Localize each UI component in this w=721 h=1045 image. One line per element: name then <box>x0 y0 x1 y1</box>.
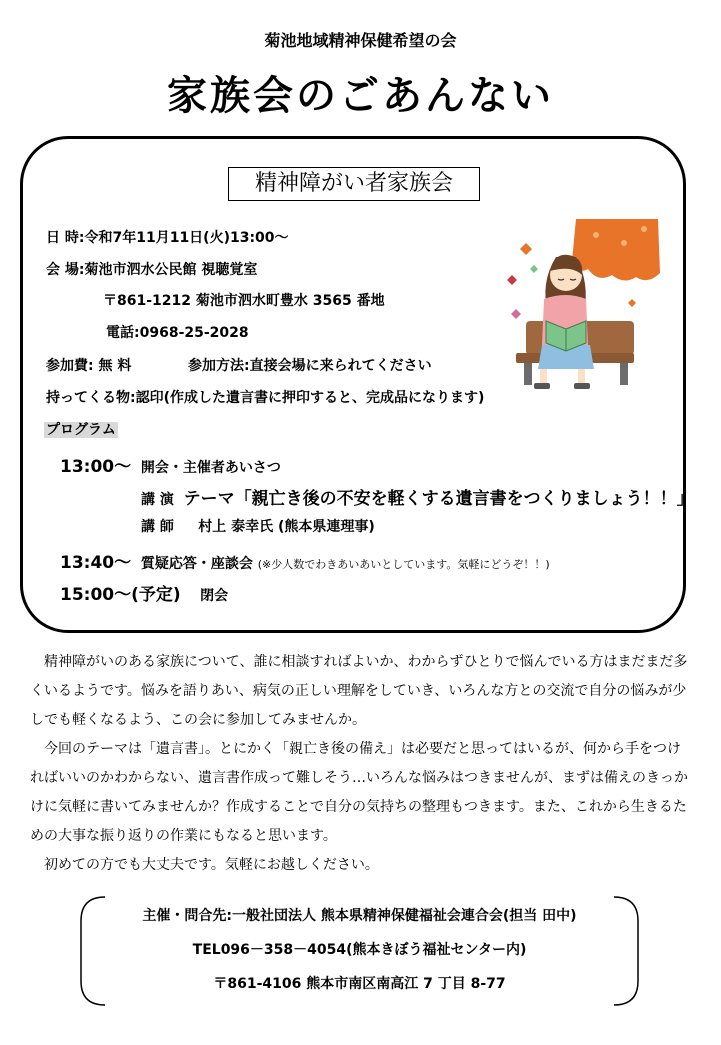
program-text: 開会・主催者あいさつ <box>140 460 281 476</box>
description-paragraph-2: 今回のテーマは「遺言書」。とにかく「親亡き後の備え」は必要だと思ってはいるが、何から手をつければいいのかわからない、遺言書作成って難しそう…いろんな悩みはつきませんが、まずは備えのきっかけに気軽に書いてみませんか？作成することで自分の気持ちの整理もつきます。また、これから生きるための大事な振り返りの作業にもなると思います。 <box>30 741 688 844</box>
method-text: 参加方法:直接会場に来られてください <box>188 358 432 374</box>
date-value: :令和7年11月11日(火)13:00～ <box>78 230 289 246</box>
venue-row <box>46 259 257 279</box>
program-item-qa <box>60 548 550 573</box>
program-time: 15:00～(予定) <box>60 585 181 605</box>
reading-woman-illustration <box>498 213 670 395</box>
page-title: 家族会のごあんない <box>167 73 554 119</box>
description-paragraph-1: 精神障がいのある家族について、誰に相談すればよいか、わからずひとりで悩んでいる方はまだまだ多くいるようです。悩みを語りあい、病気の正しい理解をしていき、いろんな方との交流で自分の悩みが少しでも軽くなるよう、この会に参加してみませんか。 <box>30 654 688 728</box>
program-note: (※少人数でわきあいあいとしています。気軽にどうぞ！！) <box>257 558 550 571</box>
program-item-opening <box>60 452 281 477</box>
lecture-label: 講 演 <box>141 492 174 508</box>
venue-label: 会 場 <box>46 262 79 278</box>
organization-name: 菊池地域精神保健希望の会 <box>264 31 457 50</box>
program-text: 質疑応答・座談会 <box>140 556 253 572</box>
falling-leaf-icon <box>628 299 636 307</box>
contact-phone: TEL096－358－4054(熊本きぼう福祉センター内) <box>192 942 527 958</box>
venue-phone: 電話:0968-25-2028 <box>106 325 249 341</box>
program-text: 閉会 <box>200 588 229 604</box>
fee-text: 参加費: 無 料 <box>46 358 132 374</box>
falling-leaf-icon <box>511 309 521 319</box>
lecturer-name: 村上 泰幸氏 (熊本県連理事) <box>198 519 375 535</box>
contact-address: 〒861-4106 熊本市南区南高江 7 丁目 8-77 <box>213 976 506 992</box>
contact-organizer: 主催・問合先:一般社団法人 熊本県精神保健福祉会連合会(担当 田中) <box>142 908 577 924</box>
venue-address: 〒861-1212 菊池市泗水町豊水 3565 番地 <box>103 293 385 309</box>
falling-leaf-icon <box>520 243 532 255</box>
lecturer-label: 講 師 <box>141 519 174 535</box>
event-title: 精神障がい者家族会 <box>228 167 480 201</box>
falling-leaf-icon <box>530 265 538 273</box>
program-item-lecturer <box>141 516 375 536</box>
description <box>30 648 690 880</box>
falling-leaf-icon <box>507 275 517 285</box>
program-time: 13:40～ <box>60 553 132 573</box>
contact-box <box>79 895 640 1007</box>
program-item-lecture <box>141 484 694 509</box>
venue-value: :菊池市泗水公民館 視聴覚室 <box>78 262 258 278</box>
program-item-closing <box>60 580 228 605</box>
program-heading <box>44 419 118 439</box>
program-time: 13:00～ <box>60 457 132 477</box>
date-row <box>46 227 289 247</box>
description-paragraph-3: 初めての方でも大丈夫です。気軽にお越しください。 <box>44 857 379 873</box>
lecture-theme: テーマ「親亡き後の不安を軽くする遺言書をつくりましょう！！」 <box>183 489 694 509</box>
date-label: 日 時 <box>46 230 79 246</box>
program-label: プログラム <box>46 422 116 438</box>
bring-text: 持ってくる物:認印(作成した遺言書に押印すると、完成品になります) <box>46 390 485 406</box>
